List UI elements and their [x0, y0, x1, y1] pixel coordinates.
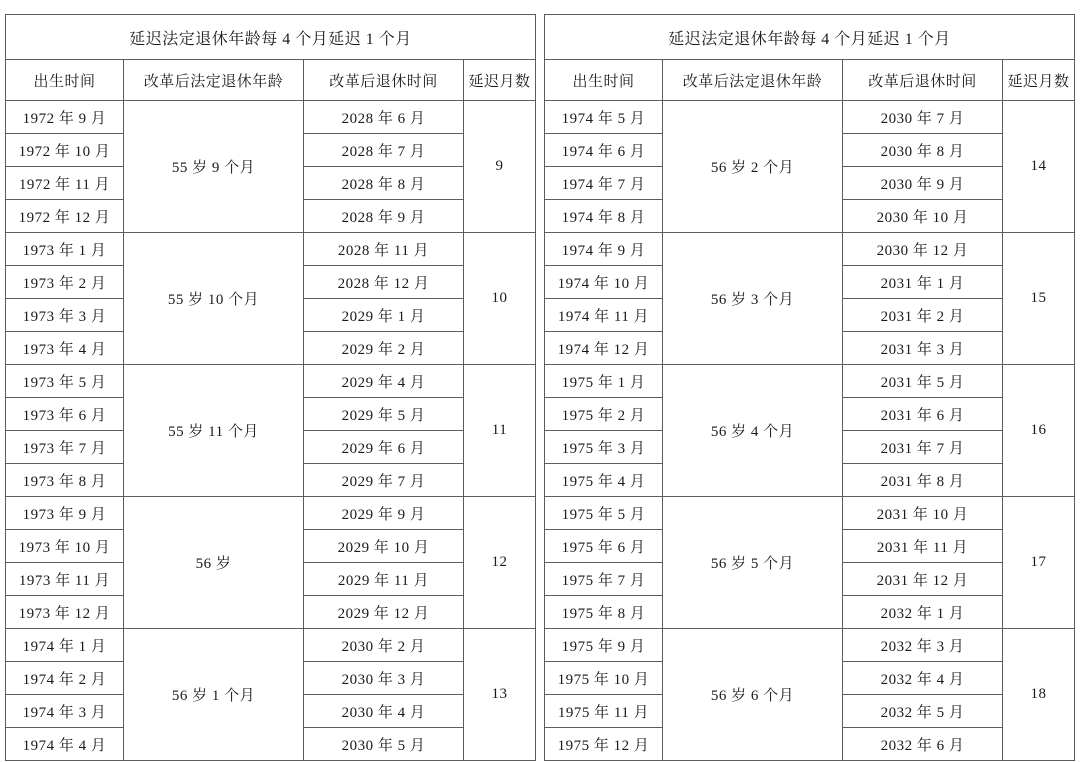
cell-birth: 1974 年 3 月 — [5, 695, 123, 728]
cell-retirement-date: 2028 年 8 月 — [303, 167, 463, 200]
cell-retirement-date: 2032 年 1 月 — [843, 596, 1003, 629]
cell-birth: 1975 年 5 月 — [545, 497, 663, 530]
cell-birth: 1975 年 9 月 — [545, 629, 663, 662]
cell-retirement-date: 2032 年 4 月 — [843, 662, 1003, 695]
cell-birth: 1975 年 1 月 — [545, 365, 663, 398]
cell-retirement-date: 2029 年 10 月 — [303, 530, 463, 563]
retirement-table-left — [5, 14, 536, 761]
cell-birth: 1974 年 6 月 — [545, 134, 663, 167]
cell-retirement-age: 55 岁 11 个月 — [123, 365, 303, 497]
retirement-table-right — [544, 14, 1075, 761]
cell-retirement-date: 2030 年 5 月 — [303, 728, 463, 761]
cell-birth: 1975 年 4 月 — [545, 464, 663, 497]
table-header-row — [545, 60, 1075, 101]
cell-retirement-date: 2028 年 7 月 — [303, 134, 463, 167]
table-title: 延迟法定退休年龄每 4 个月延迟 1 个月 — [545, 15, 1075, 60]
table-row — [545, 629, 1075, 662]
cell-retirement-date: 2028 年 11 月 — [303, 233, 463, 266]
cell-birth: 1974 年 9 月 — [545, 233, 663, 266]
table-row — [5, 629, 535, 662]
cell-birth: 1974 年 5 月 — [545, 101, 663, 134]
cell-retirement-date: 2031 年 3 月 — [843, 332, 1003, 365]
cell-retirement-date: 2031 年 1 月 — [843, 266, 1003, 299]
cell-birth: 1973 年 1 月 — [5, 233, 123, 266]
cell-retirement-date: 2030 年 10 月 — [843, 200, 1003, 233]
cell-retirement-date: 2030 年 12 月 — [843, 233, 1003, 266]
cell-retirement-date: 2029 年 1 月 — [303, 299, 463, 332]
cell-birth: 1974 年 11 月 — [545, 299, 663, 332]
cell-birth: 1973 年 2 月 — [5, 266, 123, 299]
cell-retirement-date: 2031 年 2 月 — [843, 299, 1003, 332]
cell-delay-months: 14 — [1003, 101, 1075, 233]
table-title: 延迟法定退休年龄每 4 个月延迟 1 个月 — [5, 15, 535, 60]
cell-retirement-date: 2029 年 6 月 — [303, 431, 463, 464]
column-header-delay-months: 延迟月数 — [463, 60, 535, 101]
cell-delay-months: 17 — [1003, 497, 1075, 629]
cell-birth: 1974 年 1 月 — [5, 629, 123, 662]
cell-birth: 1973 年 12 月 — [5, 596, 123, 629]
table-body-right — [545, 15, 1075, 761]
cell-birth: 1973 年 5 月 — [5, 365, 123, 398]
cell-retirement-age: 56 岁 6 个月 — [663, 629, 843, 761]
table-row — [5, 365, 535, 398]
cell-birth: 1974 年 12 月 — [545, 332, 663, 365]
cell-birth: 1973 年 4 月 — [5, 332, 123, 365]
column-header-retirement-date: 改革后退休时间 — [303, 60, 463, 101]
cell-retirement-date: 2028 年 12 月 — [303, 266, 463, 299]
table-row — [545, 365, 1075, 398]
cell-birth: 1973 年 3 月 — [5, 299, 123, 332]
cell-delay-months: 11 — [463, 365, 535, 497]
table-title-row — [5, 15, 535, 60]
table-row — [545, 101, 1075, 134]
cell-birth: 1972 年 11 月 — [5, 167, 123, 200]
cell-birth: 1973 年 6 月 — [5, 398, 123, 431]
cell-retirement-date: 2030 年 2 月 — [303, 629, 463, 662]
table-title-row — [545, 15, 1075, 60]
cell-birth: 1972 年 12 月 — [5, 200, 123, 233]
cell-retirement-date: 2031 年 6 月 — [843, 398, 1003, 431]
cell-retirement-age: 56 岁 4 个月 — [663, 365, 843, 497]
table-row — [545, 497, 1075, 530]
cell-retirement-date: 2029 年 2 月 — [303, 332, 463, 365]
column-header-retirement-date: 改革后退休时间 — [843, 60, 1003, 101]
cell-retirement-date: 2029 年 5 月 — [303, 398, 463, 431]
cell-retirement-age: 56 岁 3 个月 — [663, 233, 843, 365]
cell-retirement-date: 2031 年 8 月 — [843, 464, 1003, 497]
cell-birth: 1975 年 8 月 — [545, 596, 663, 629]
cell-birth: 1974 年 2 月 — [5, 662, 123, 695]
cell-retirement-date: 2028 年 9 月 — [303, 200, 463, 233]
column-header-birth: 出生时间 — [545, 60, 663, 101]
cell-birth: 1975 年 2 月 — [545, 398, 663, 431]
cell-retirement-age: 56 岁 5 个月 — [663, 497, 843, 629]
cell-retirement-date: 2030 年 8 月 — [843, 134, 1003, 167]
cell-retirement-date: 2030 年 7 月 — [843, 101, 1003, 134]
cell-delay-months: 18 — [1003, 629, 1075, 761]
cell-birth: 1975 年 3 月 — [545, 431, 663, 464]
cell-delay-months: 16 — [1003, 365, 1075, 497]
cell-retirement-date: 2031 年 7 月 — [843, 431, 1003, 464]
cell-retirement-age: 55 岁 9 个月 — [123, 101, 303, 233]
cell-retirement-date: 2028 年 6 月 — [303, 101, 463, 134]
cell-birth: 1975 年 12 月 — [545, 728, 663, 761]
table-row — [5, 497, 535, 530]
cell-birth: 1974 年 7 月 — [545, 167, 663, 200]
table-row — [5, 233, 535, 266]
cell-delay-months: 15 — [1003, 233, 1075, 365]
cell-retirement-date: 2029 年 11 月 — [303, 563, 463, 596]
cell-delay-months: 13 — [463, 629, 535, 761]
cell-retirement-date: 2029 年 9 月 — [303, 497, 463, 530]
cell-retirement-date: 2031 年 12 月 — [843, 563, 1003, 596]
cell-birth: 1973 年 7 月 — [5, 431, 123, 464]
cell-delay-months: 10 — [463, 233, 535, 365]
column-header-retirement-age: 改革后法定退休年龄 — [663, 60, 843, 101]
cell-birth: 1973 年 9 月 — [5, 497, 123, 530]
cell-retirement-date: 2032 年 5 月 — [843, 695, 1003, 728]
cell-retirement-date: 2029 年 12 月 — [303, 596, 463, 629]
cell-retirement-date: 2032 年 6 月 — [843, 728, 1003, 761]
table-row — [5, 101, 535, 134]
cell-retirement-date: 2029 年 4 月 — [303, 365, 463, 398]
cell-birth: 1972 年 10 月 — [5, 134, 123, 167]
cell-birth: 1975 年 11 月 — [545, 695, 663, 728]
cell-birth: 1974 年 10 月 — [545, 266, 663, 299]
column-header-delay-months: 延迟月数 — [1003, 60, 1075, 101]
cell-retirement-date: 2032 年 3 月 — [843, 629, 1003, 662]
cell-birth: 1973 年 10 月 — [5, 530, 123, 563]
table-row — [545, 233, 1075, 266]
cell-birth: 1972 年 9 月 — [5, 101, 123, 134]
cell-birth: 1973 年 8 月 — [5, 464, 123, 497]
cell-birth: 1974 年 8 月 — [545, 200, 663, 233]
cell-retirement-date: 2031 年 10 月 — [843, 497, 1003, 530]
table-body-left — [5, 15, 535, 761]
column-header-birth: 出生时间 — [5, 60, 123, 101]
cell-retirement-date: 2030 年 3 月 — [303, 662, 463, 695]
cell-retirement-date: 2030 年 9 月 — [843, 167, 1003, 200]
cell-retirement-age: 56 岁 — [123, 497, 303, 629]
cell-delay-months: 9 — [463, 101, 535, 233]
cell-retirement-age: 56 岁 1 个月 — [123, 629, 303, 761]
cell-retirement-date: 2030 年 4 月 — [303, 695, 463, 728]
cell-birth: 1975 年 6 月 — [545, 530, 663, 563]
cell-delay-months: 12 — [463, 497, 535, 629]
cell-retirement-date: 2031 年 11 月 — [843, 530, 1003, 563]
cell-retirement-age: 56 岁 2 个月 — [663, 101, 843, 233]
table-header-row — [5, 60, 535, 101]
cell-birth: 1975 年 10 月 — [545, 662, 663, 695]
cell-birth: 1973 年 11 月 — [5, 563, 123, 596]
cell-retirement-date: 2029 年 7 月 — [303, 464, 463, 497]
cell-birth: 1974 年 4 月 — [5, 728, 123, 761]
cell-retirement-age: 55 岁 10 个月 — [123, 233, 303, 365]
cell-retirement-date: 2031 年 5 月 — [843, 365, 1003, 398]
column-header-retirement-age: 改革后法定退休年龄 — [123, 60, 303, 101]
cell-birth: 1975 年 7 月 — [545, 563, 663, 596]
